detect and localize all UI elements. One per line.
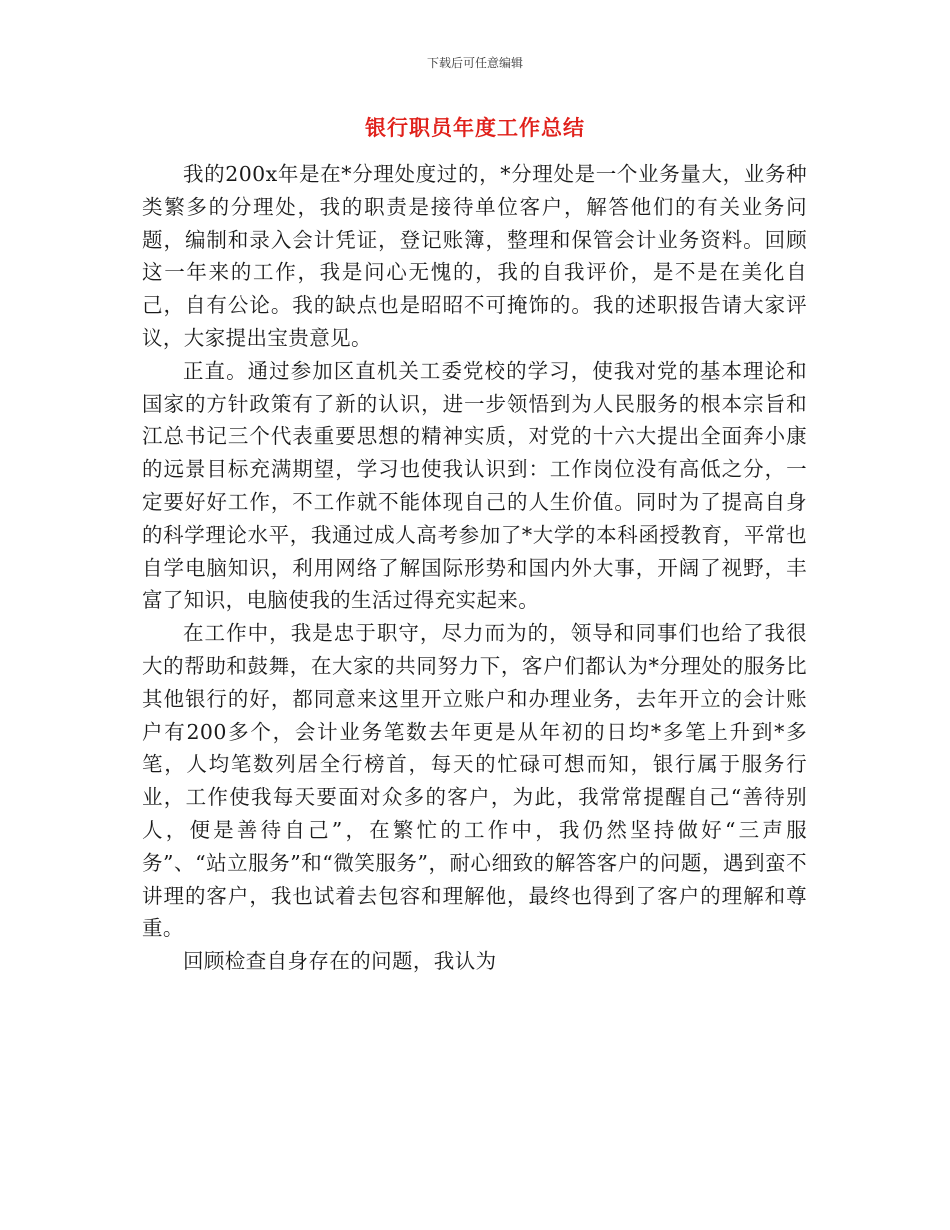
document-body [142,158,807,978]
paragraph-intro: 我的200x年是在*分理处度过的，*分理处是一个业务量大，业务种类繁多的分理处，我的职责是接待单位客户，解答他们的有关业务问题，编制和录入会计凭证，登记账簿，整理和保管会计业务资料。回顾这一年来的工作，我是问心无愧的，我的自我评价，是不是在美化自己，自有公论。我的缺点也是昭昭不可掩饰的。我的述职报告请大家评议，大家提出宝贵意见。 [142,162,807,350]
document-title: 银行职员年度工作总结 [365,116,585,140]
paragraph-integrity: 正直。通过参加区直机关工委党校的学习，使我对党的基本理论和国家的方针政策有了新的认识，进一步领悟到为人民服务的根本宗旨和江总书记三个代表重要思想的精神实质，对党的十六大提出全面奔小康的远景目标充满期望，学习也使我认识到：工作岗位没有高低之分，一定要好好工作，不工作就不能体现自己的人生价值。同时为了提高自身的科学理论水平，我通过成人高考参加了*大学的本科函授教育，平常也自学电脑知识，利用网络了解国际形势和国内外大事，开阔了视野，丰富了知识，电脑使我的生活过得充实起来。 [142,358,807,613]
paragraph-review: 回顾检查自身存在的问题，我认为 [183,949,497,974]
paragraph-work: 在工作中，我是忠于职守，尽力而为的，领导和同事们也给了我很大的帮助和鼓舞，在大家的共同努力下，客户们都认为*分理处的服务比其他银行的好，都同意来这里开立账户和办理业务，去年开立的会计账户有200多个，会计业务笔数去年更是从年初的日均*多笔上升到*多笔，人均笔数列居全行榜首，每天的忙碌可想而知，银行属于服务行业，工作使我每天要面对众多的客户，为此，我常常提醒自己“善待别人，便是善待自己”，在繁忙的工作中，我仍然坚持做好“三声服务”、“站立服务”和“微笑服务”，耐心细致的解答客户的问题，遇到蛮不讲理的客户，我也试着去包容和理解他，最终也得到了客户的理解和尊重。 [142,621,807,941]
header-note: 下载后可任意编辑 [426,56,523,70]
